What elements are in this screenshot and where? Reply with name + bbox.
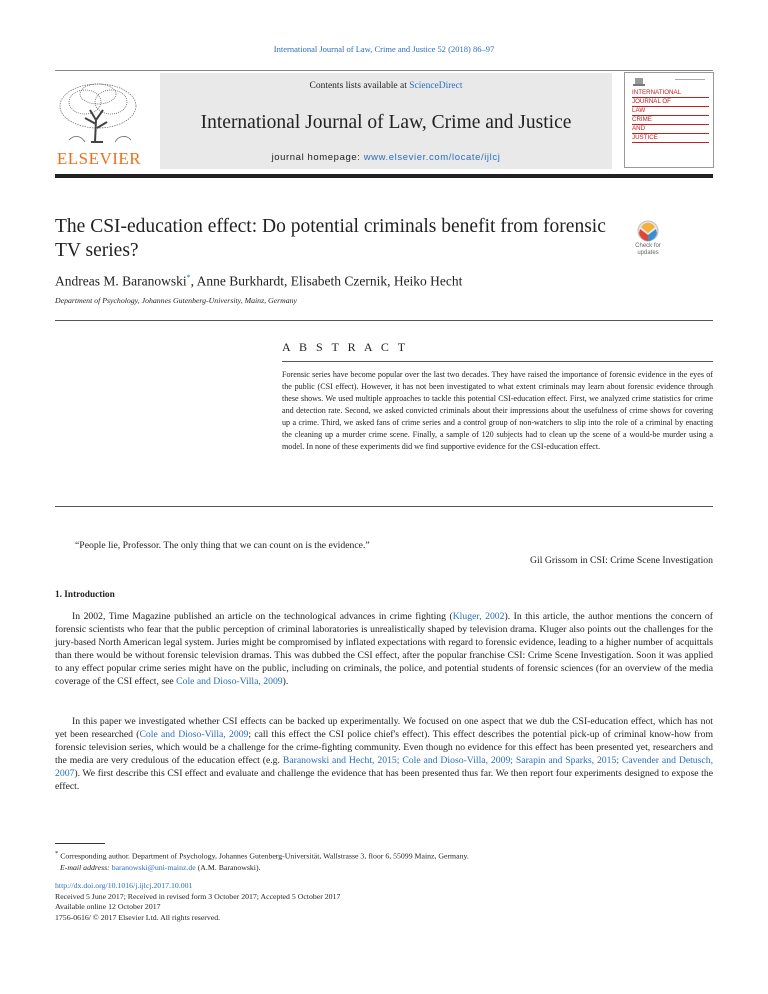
cover-rule (675, 79, 705, 80)
citation-link[interactable]: Cole and Dioso-Villa, 2009 (139, 729, 249, 741)
rule-after-affiliation (55, 320, 713, 321)
copyright: 1756-0616/ © 2017 Elsevier Ltd. All rights reserved. (55, 913, 221, 923)
footnote-rule (55, 843, 105, 844)
header-thick-rule (55, 174, 713, 178)
journal-title: International Journal of Law, Crime and Justice (200, 112, 572, 133)
p1-text-a: In 2002, Time Magazine published an article on the technological advances in crime fighting ( (72, 611, 453, 622)
citation-link[interactable]: Cole and Dioso-Villa, 2009 (176, 676, 283, 688)
doi-link[interactable]: http://dx.doi.org/10.1016/j.ijlcj.2017.10.001 (55, 881, 193, 890)
p1-text-b: ). In this article, the author mentions the concern of forensic scientists who fear that the public perception of criminal laboratories is unrealistically shaped by television drama. Kluger also points out the challenges for the jury-based North American legal system. Juries might be compromised by inflated expectations with regard to forensic evidence, leading to a higher number of acquittals than there would be without forensic television dramas. This was dubbed the CSI effect, after the popular franchise CSI: Crime Scene Investigation. Soon it was applied to any effect popular crime series might have on the public, including on criminals, the police, and potential students of forensic sciences (for an overview of the media coverage of the CSI effect, see (55, 611, 713, 688)
online-date: Available online 12 October 2017 (55, 902, 161, 912)
badge-label-2: updates (637, 250, 659, 256)
crossmark-icon (624, 219, 672, 243)
affiliation: Department of Psychology, Johannes Gutenberg-University, Mainz, Germany (55, 296, 298, 305)
footnote-mark: * (55, 850, 59, 857)
footnote-text: Corresponding author. Department of Psychology, Johannes Gutenberg-Universität, Wallstrasse 3, floor 6, 55099 Mainz, Germany. (58, 851, 469, 861)
p2-text-a: In this paper we investigated whether CSI effects can be backed up experimentally. We focused on one aspect that we dub the CSI-education effect, which has not yet been researched ( (55, 716, 713, 741)
homepage-prefix: journal homepage: (271, 152, 364, 163)
contents-line (160, 81, 612, 91)
email-link[interactable]: baranowski@uni-mainz.de (111, 862, 196, 872)
corresponding-author-mark[interactable]: * (186, 273, 191, 282)
author-list (55, 273, 462, 290)
abstract-rule (282, 361, 713, 362)
cover-line-6: JUSTICE (632, 134, 709, 143)
corresponding-author-footnote (55, 848, 713, 873)
email-suffix: (A.M. Baranowski). (195, 862, 261, 872)
cover-line-1: INTERNATIONAL (632, 89, 709, 98)
homepage-link[interactable]: www.elsevier.com/locate/ijlcj (363, 152, 501, 163)
section-heading: 1. Introduction (55, 590, 115, 600)
elsevier-tree-icon[interactable] (55, 80, 141, 146)
article-meta (55, 881, 713, 924)
sciencedirect-link[interactable]: ScienceDirect (409, 81, 463, 91)
publisher-logo-text[interactable]: ELSEVIER (56, 149, 142, 168)
article-title: The CSI-education effect: Do potential criminals benefit from forensic TV series? (55, 216, 606, 261)
journal-homepage (160, 152, 612, 163)
rule-after-abstract (55, 506, 713, 507)
cover-line-4: CRIME (632, 116, 709, 125)
badge-label-1: Check for (635, 243, 661, 249)
abstract-heading: A B S T R A C T (282, 340, 409, 354)
cover-mini-logo-icon (633, 78, 645, 86)
journal-cover-thumbnail[interactable] (624, 72, 714, 168)
email-label: E-mail address: (60, 862, 110, 872)
epigraph-quote: “People lie, Professor. The only thing that we can count on is the evidence.” (75, 540, 370, 551)
received-dates: Received 5 June 2017; Received in revised form 3 October 2017; Accepted 5 October 2017 (55, 891, 341, 901)
paragraph-2 (55, 715, 713, 793)
contents-prefix: Contents lists available at (309, 81, 410, 91)
abstract-text: Forensic series have become popular over the last two decades. They have raised the importance of forensic evidence in the eyes of the public (CSI effect). However, it has not been investigated to what extent criminals may learn about forensic evidence through these shows. We used multiple approaches to tackle this potential CSI-education effect. First, we analyzed crime statistics for crime and detection rate. Second, we asked convicted criminals about their impressions about the usefulness of crime shows for covering up a crime. Third, we asked fans of crime series and a control group of non-watchers to slip into the role of a criminal by enacting the cleaning up a murder crime scene. Finally, a sample of 120 subjects had to clean up the scene of a would-be murder using a model. In none of these experiments did we find supportive evidence for the CSI-education effect. (282, 370, 713, 452)
cover-line-3: LAW (632, 107, 709, 116)
citation-link[interactable]: Baranowski and Hecht, 2015; Cole and Dioso-Villa, 2009; Sarapin and Sparks, 2015; Cavender and Detusch, 2007 (55, 755, 713, 780)
citation-link[interactable]: Kluger, 2002 (452, 611, 505, 622)
header-top-rule (55, 70, 713, 71)
running-head[interactable]: International Journal of Law, Crime and Justice 52 (2018) 86–97 (273, 44, 495, 54)
p1-text-c: ). (282, 676, 289, 688)
cover-line-5: AND (632, 125, 709, 134)
paragraph-1 (55, 610, 713, 688)
authors-rest: , Anne Burkhardt, Elisabeth Czernik, Heiko Hecht (190, 273, 463, 289)
cover-line-2: JOURNAL OF (632, 98, 709, 107)
p2-text-b: ; call this effect the CSI police chief's effect). This effect describes the potential pick-up of criminal know-how from forensic television series, which would be a challenge for the crime-fighting community. Even though no evidence for this effect has been presented yet, researchers and the media are very credulous of the education effect (e.g. (55, 729, 713, 767)
check-for-updates-button[interactable] (624, 219, 672, 261)
p2-text-c: ). We first describe this CSI effect and evaluate and challenge the evidence that has been presented thus far. We then report four experiments designed to expose the effect. (55, 768, 713, 793)
author-1[interactable]: Andreas M. Baranowski (55, 273, 187, 289)
epigraph-attribution: Gil Grissom in CSI: Crime Scene Investigation (530, 555, 713, 566)
